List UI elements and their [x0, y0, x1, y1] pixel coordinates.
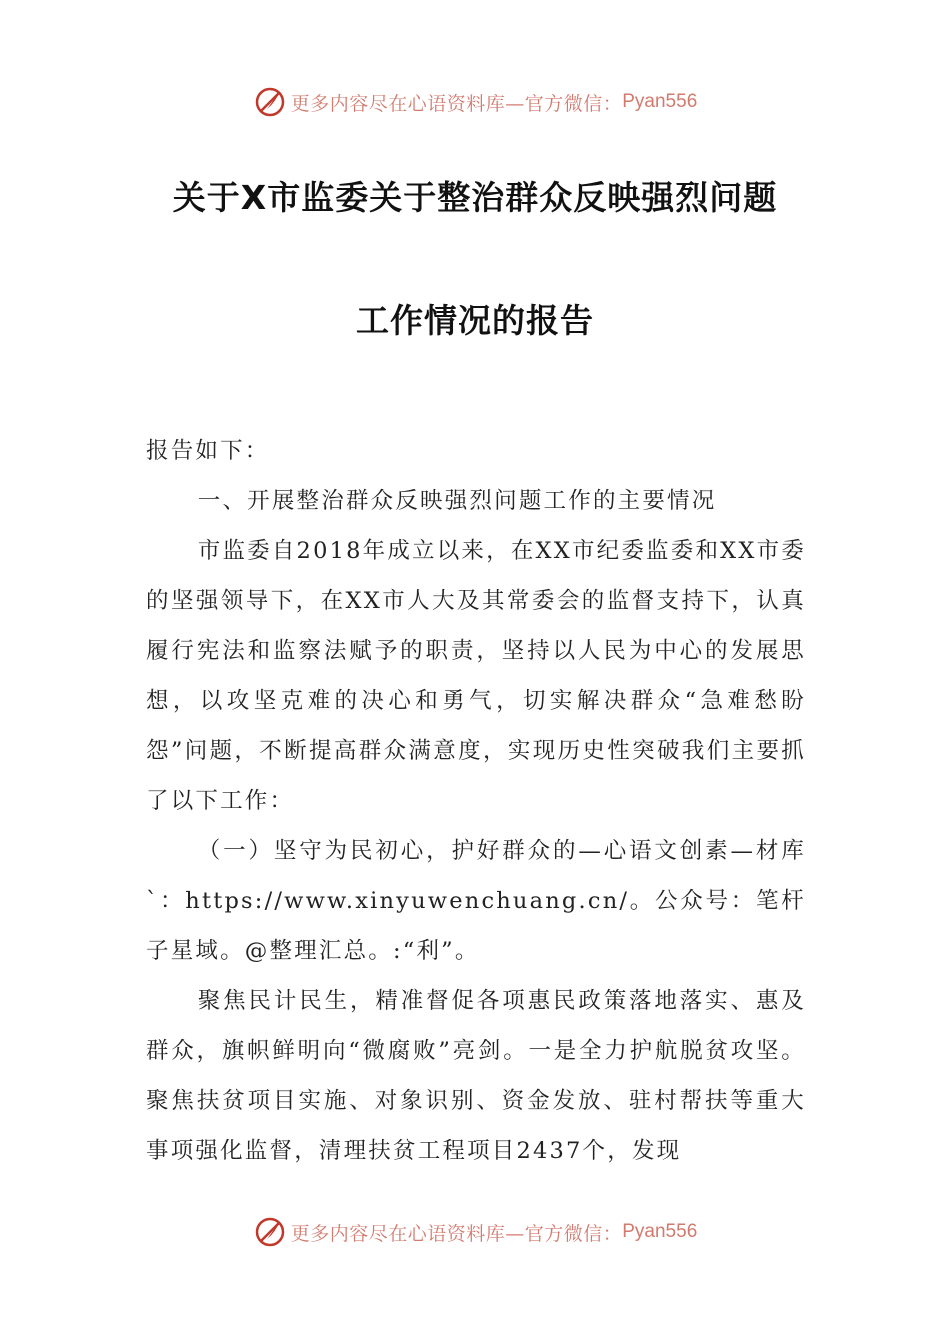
document-title-line1: 关于X市监委关于整治群众反映强烈问题	[172, 178, 778, 217]
quill-logo-icon	[253, 1215, 287, 1249]
section-heading: 一、开展整治群众反映强烈问题工作的主要情况	[197, 488, 717, 514]
subsection-heading: （一）坚守为民初心，护好群众的—心语文创素—材库`：https://www.xinyuwenchuang.cn/。公众号：笔杆子星域。@整理汇总。:“利”。	[146, 838, 806, 964]
watermark-wechat-id: Pyan556	[622, 1221, 698, 1242]
watermark-text: 更多内容尽在心语资料库—官方微信：	[290, 1222, 623, 1245]
paragraph-poverty-alleviation: 聚焦民计民生，精准督促各项惠民政策落地落实、惠及群众，旗帜鲜明向“微腐败”亮剑。一是全力护航脱贫攻坚。聚焦扶贫项目实施、对象识别、资金发放、驻村帮扶等重大事项强化监督，清理扶贫工程项目2437个，发现	[146, 988, 806, 1164]
paragraph-overview: 市监委自2018年成立以来，在XX市纪委监委和XX市委的坚强领导下，在XX市人大及其常委会的监督支持下，认真履行宪法和监察法赋予的职责，坚持以人民为中心的发展思想，以攻坚克难的决心和勇气，切实解决群众“急难愁盼怨”问题，不断提高群众满意度，实现历史性突破我们主要抓了以下工作：	[146, 538, 806, 814]
quill-logo-icon	[253, 85, 287, 119]
document-body	[146, 426, 806, 1176]
header-watermark-banner	[0, 80, 950, 124]
watermark-wechat-id: Pyan556	[622, 91, 698, 112]
watermark-text: 更多内容尽在心语资料库—官方微信：	[290, 92, 623, 115]
footer-watermark-banner	[0, 1210, 950, 1254]
document-title-line2: 工作情况的报告	[356, 301, 594, 340]
paragraph-intro: 报告如下：	[146, 438, 270, 464]
